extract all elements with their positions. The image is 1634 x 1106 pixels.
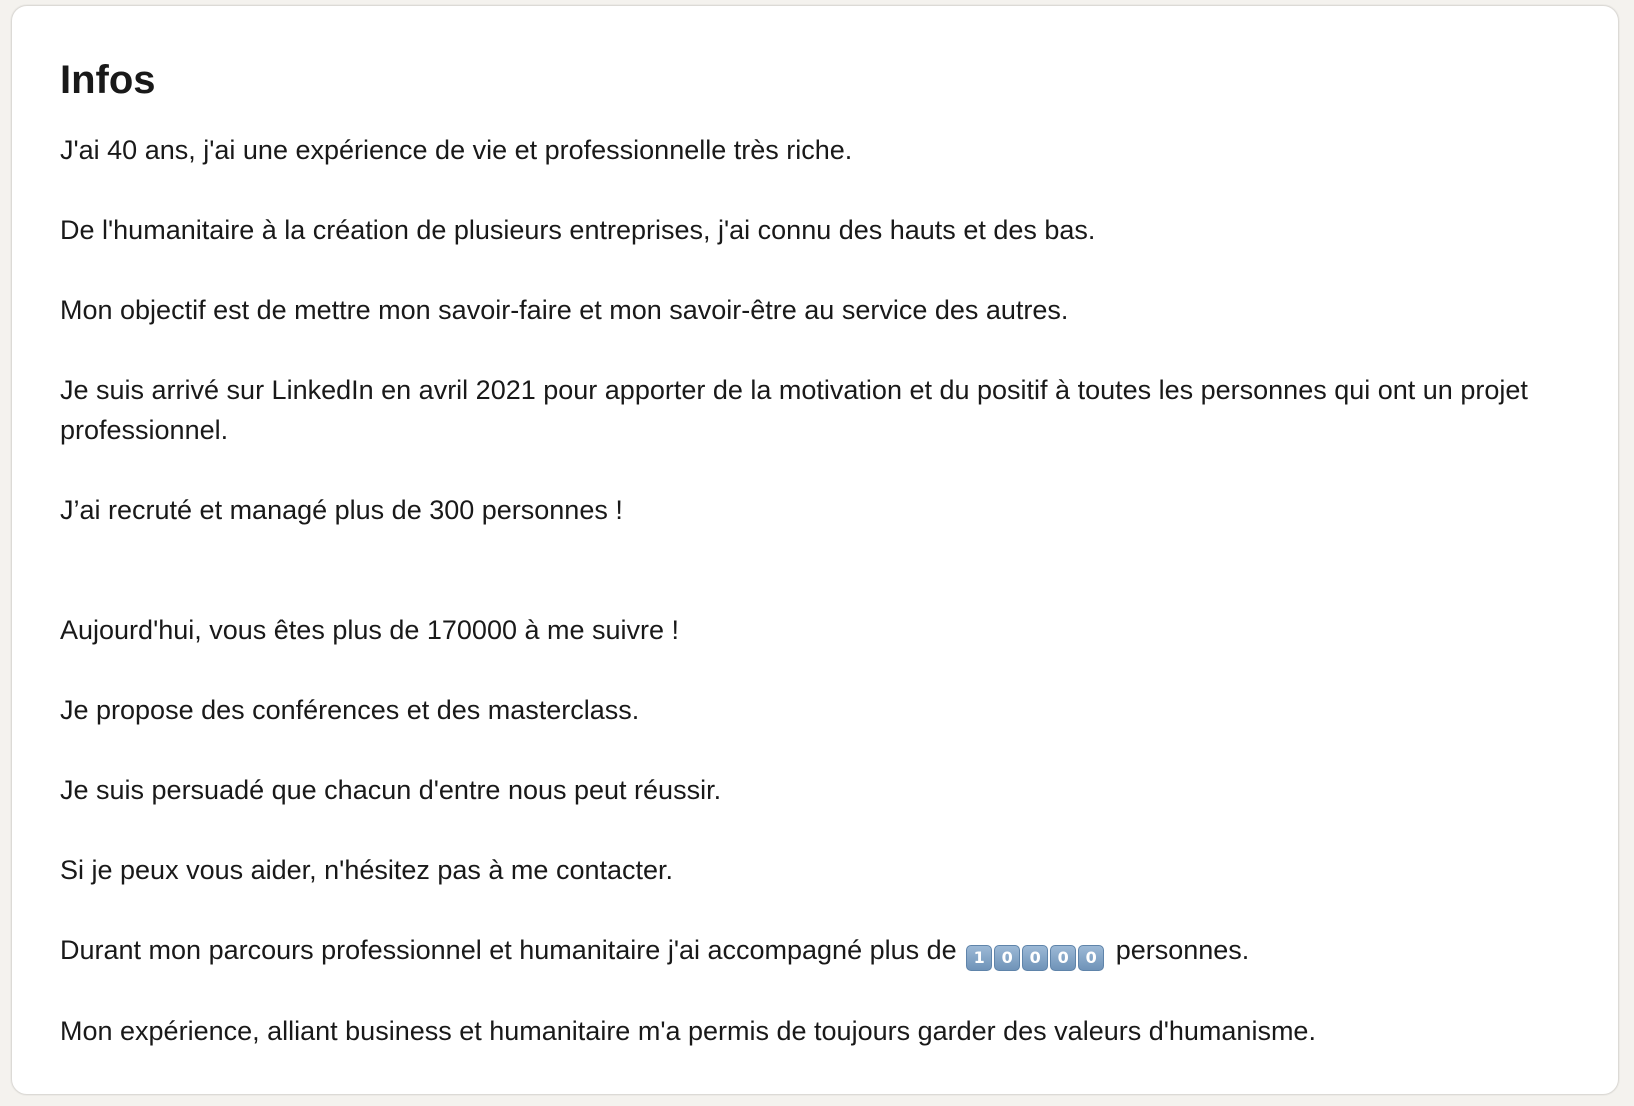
about-paragraph-8: Je suis persuadé que chacun d'entre nous peut réussir. (60, 775, 722, 805)
about-paragraph-10-after: personnes. (1115, 935, 1250, 965)
keycap-digit-icon: 1 (966, 945, 992, 971)
about-paragraph-10 (60, 930, 1580, 971)
about-text (60, 130, 1580, 1051)
keycap-digit-icon: 0 (1050, 945, 1076, 971)
about-paragraph-7: Je propose des conférences et des masterclass. (60, 695, 640, 725)
about-card (11, 5, 1619, 1095)
about-paragraph-6: Aujourd'hui, vous êtes plus de 170000 à me suivre ! (60, 615, 680, 645)
about-paragraph-4: Je suis arrivé sur LinkedIn en avril 2021 pour apporter de la motivation et du positif à toutes les personnes qui ont un projet professionnel. (60, 375, 1528, 445)
keycap-number-emoji (966, 945, 1104, 971)
about-paragraph-11: Mon expérience, alliant business et humanitaire m'a permis de toujours garder des valeurs d'humanisme. (60, 1016, 1316, 1046)
about-paragraph-10-before: Durant mon parcours professionnel et humanitaire j'ai accompagné plus de (60, 935, 957, 965)
about-paragraph-2: De l'humanitaire à la création de plusieurs entreprises, j'ai connu des hauts et des bas. (60, 215, 1096, 245)
section-title: Infos (60, 58, 156, 102)
about-paragraph-9: Si je peux vous aider, n'hésitez pas à me contacter. (60, 855, 674, 885)
keycap-digit-icon: 0 (1078, 945, 1104, 971)
about-paragraph-5: J’ai recruté et managé plus de 300 personnes ! (60, 495, 623, 525)
about-paragraph-1: J'ai 40 ans, j'ai une expérience de vie et professionnelle très riche. (60, 135, 853, 165)
about-paragraph-3: Mon objectif est de mettre mon savoir-faire et mon savoir-être au service des autres. (60, 295, 1069, 325)
keycap-digit-icon: 0 (1022, 945, 1048, 971)
keycap-digit-icon: 0 (994, 945, 1020, 971)
